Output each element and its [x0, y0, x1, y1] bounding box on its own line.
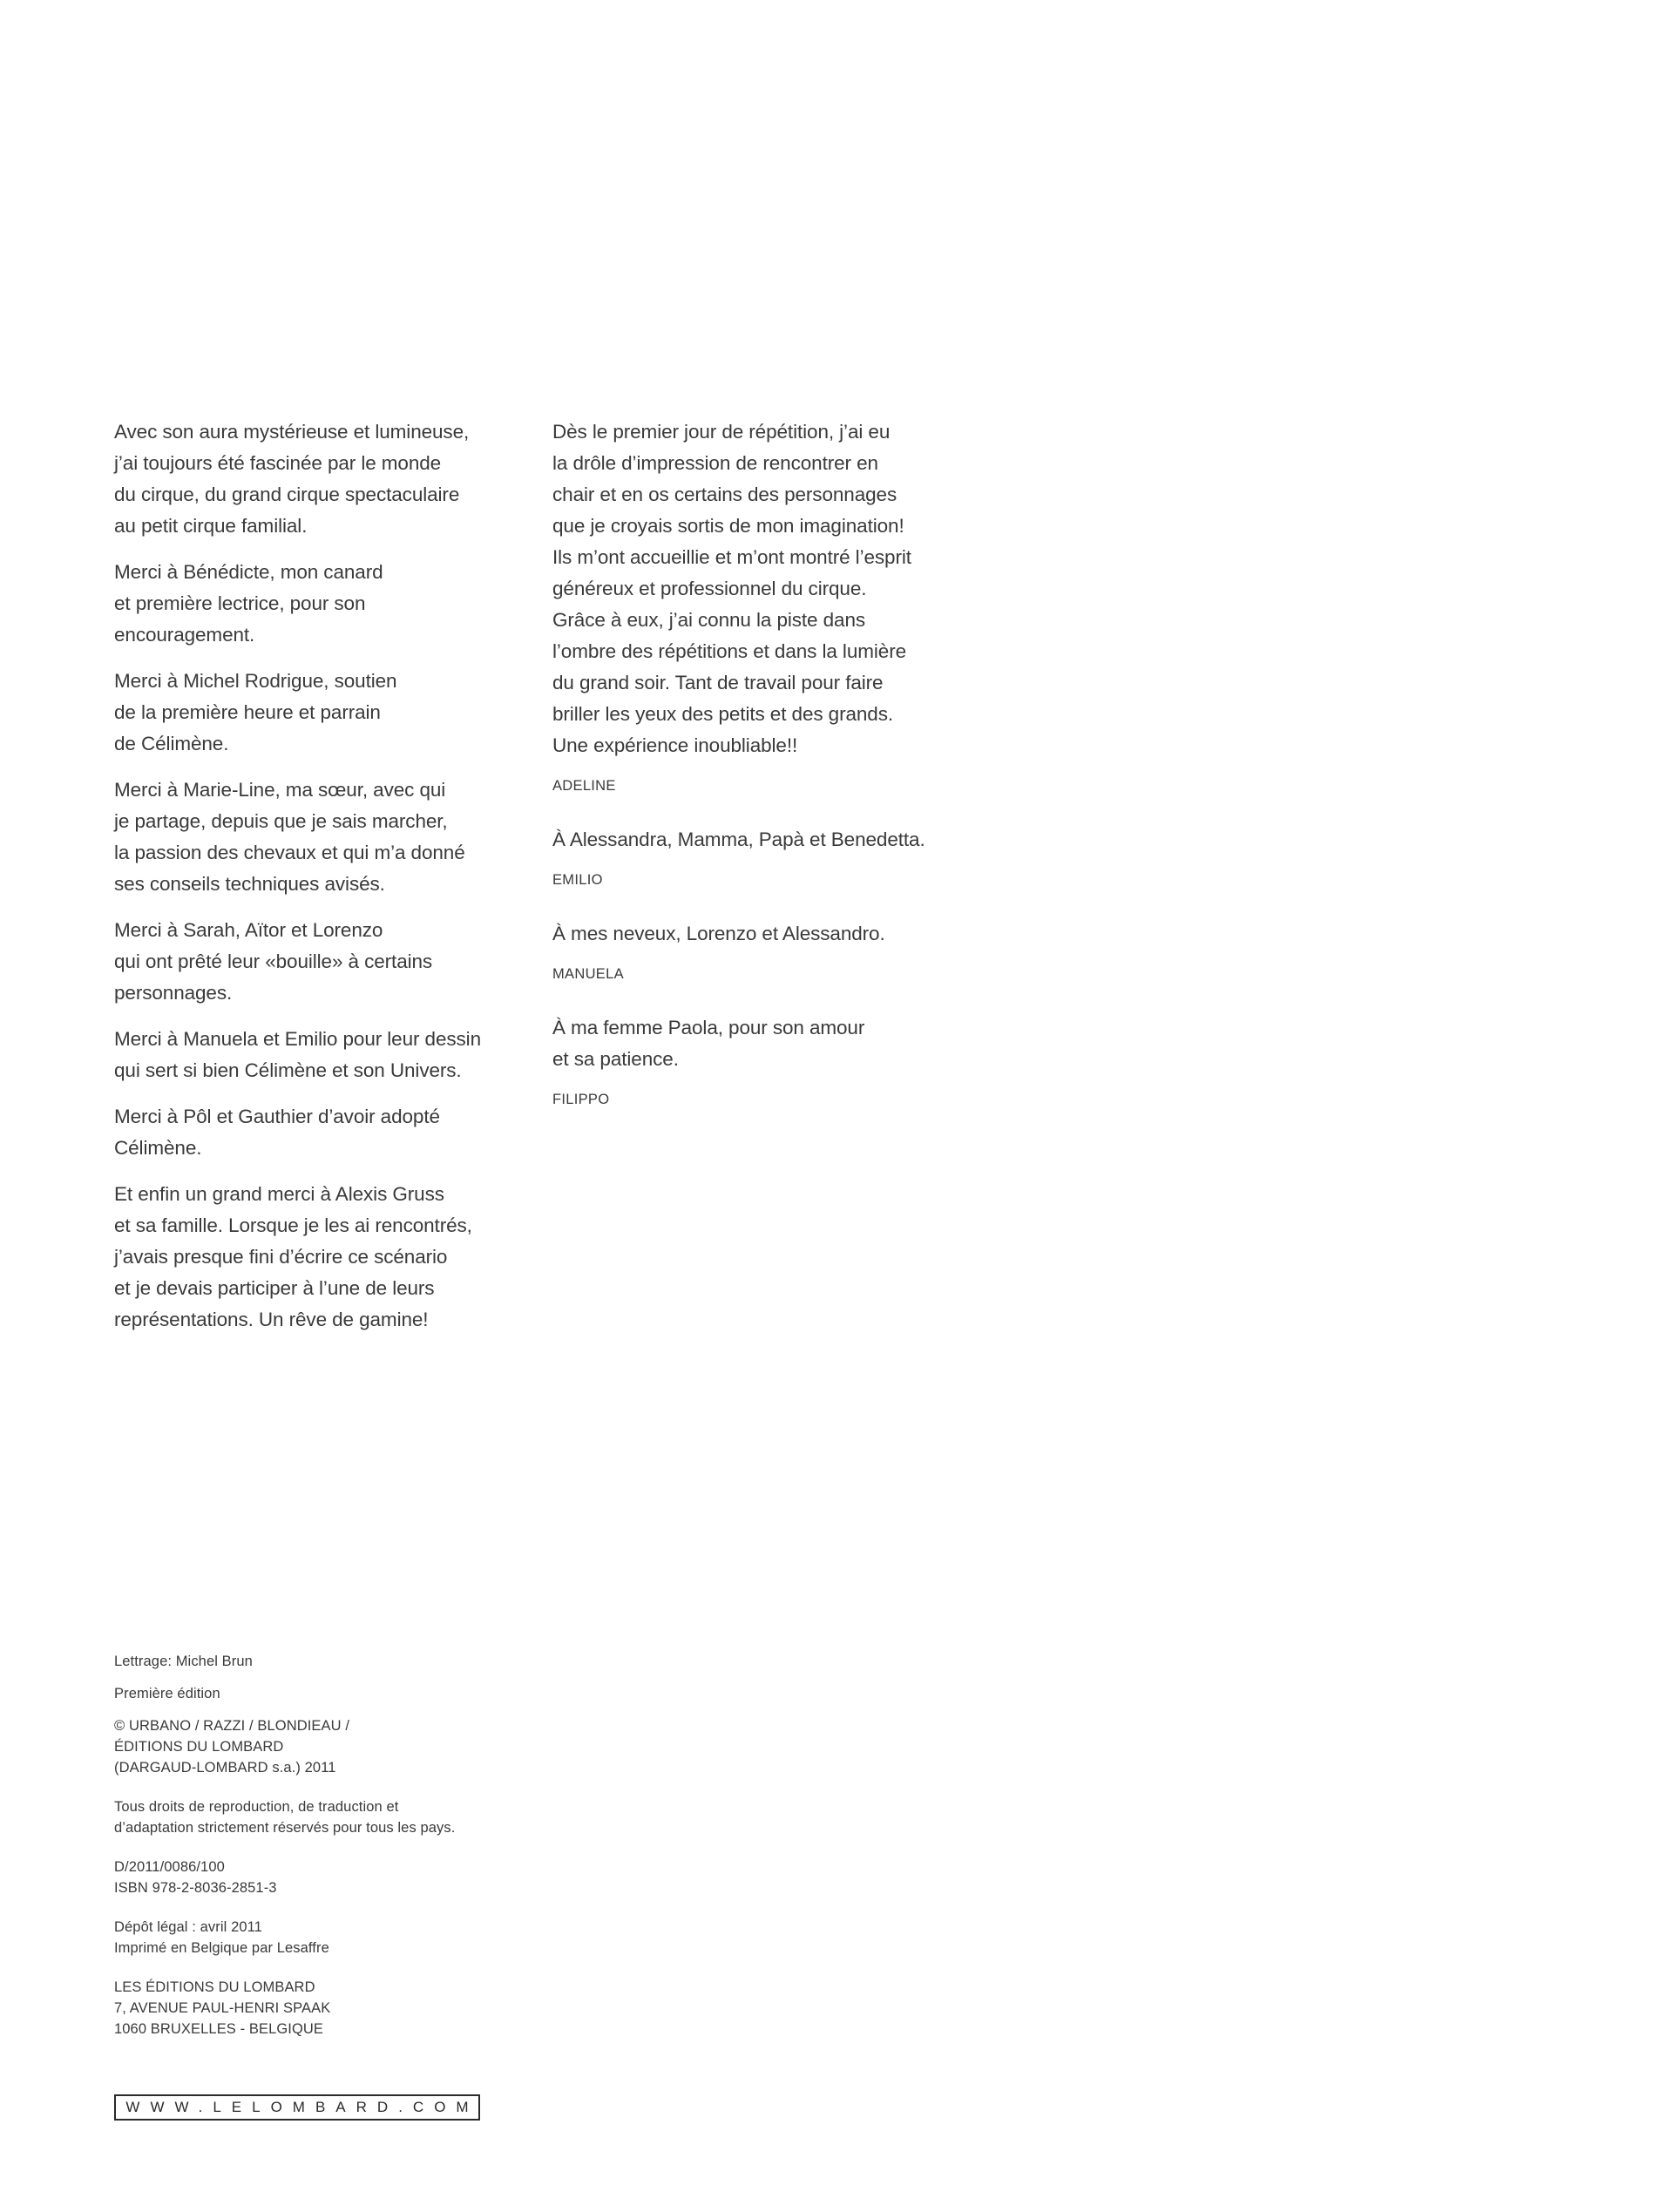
text-line: de la première heure et parrain	[114, 701, 381, 723]
ack-paragraph	[114, 666, 524, 760]
text-line: Avec son aura mystérieuse et lumineuse,	[114, 421, 470, 443]
ack-paragraph	[114, 1179, 524, 1336]
ack-paragraph	[114, 557, 524, 651]
signature: ADELINE	[552, 778, 616, 794]
website-box	[114, 2094, 480, 2121]
dedication-text	[552, 824, 1040, 856]
text-line: et sa patience.	[552, 1048, 679, 1070]
text-line: Merci à Bénédicte, mon canard	[114, 561, 383, 583]
dedications-column	[552, 416, 1040, 1138]
text-line: Merci à Sarah, Aïtor et Lorenzo	[114, 919, 383, 941]
text-line: la passion des chevaux et qui m’a donné	[114, 842, 465, 863]
text-line: j’avais presque fini d’écrire ce scénario	[114, 1246, 448, 1268]
rights-notice	[114, 1796, 532, 1838]
text-line: Une expérience inoubliable!!	[552, 734, 798, 756]
text-line: (DARGAUD-LOMBARD s.a.) 2011	[114, 1760, 336, 1776]
text-line: qui sert si bien Célimène et son Univers.	[114, 1059, 462, 1081]
text-line: À ma femme Paola, pour son amour	[552, 1017, 865, 1038]
publisher-address	[114, 1977, 532, 2040]
text-line: Dès le premier jour de répétition, j’ai eu	[552, 421, 891, 443]
ack-paragraph	[114, 1024, 524, 1086]
text-line: briller les yeux des petits et des grands.	[552, 703, 894, 725]
text-line: j’ai toujours été fascinée par le monde	[114, 452, 442, 474]
text-line: ÉDITIONS DU LOMBARD	[114, 1739, 284, 1755]
text-line: Merci à Marie-Line, ma sœur, avec qui	[114, 779, 446, 801]
text-line: personnages.	[114, 982, 233, 1004]
text-line: et je devais participer à l’une de leurs	[114, 1277, 435, 1299]
text-line: Lettrage: Michel Brun	[114, 1654, 253, 1669]
text-line: encouragement.	[114, 624, 255, 646]
copyright-notice	[114, 1715, 532, 1778]
text-line: qui ont prêté leur «bouille» à certains	[114, 950, 433, 972]
text-line: ISBN 978-2-8036-2851-3	[114, 1880, 277, 1896]
text-line: la drôle d’impression de rencontrer en	[552, 452, 878, 474]
text-line: Première édition	[114, 1686, 220, 1701]
text-line: au petit cirque familial.	[114, 515, 308, 537]
text-line: 1060 BRUXELLES - BELGIQUE	[114, 2021, 324, 2037]
text-line: Imprimé en Belgique par Lesaffre	[114, 1940, 329, 1956]
signature: MANUELA	[552, 966, 624, 982]
text-line: ses conseils techniques avisés.	[114, 873, 385, 895]
signature: EMILIO	[552, 872, 603, 888]
text-line: Et enfin un grand merci à Alexis Gruss	[114, 1183, 444, 1205]
text-line: © URBANO / RAZZI / BLONDIEAU /	[114, 1718, 350, 1734]
acknowledgements-column	[114, 416, 524, 1350]
isbn-block	[114, 1857, 532, 1898]
text-line: et sa famille. Lorsque je les ai rencontrés,	[114, 1214, 472, 1236]
text-line: D/2011/0086/100	[114, 1859, 225, 1875]
text-line: 7, AVENUE PAUL-HENRI SPAAK	[114, 2000, 331, 2016]
text-line: Merci à Michel Rodrigue, soutien	[114, 670, 397, 692]
text-line: je partage, depuis que je sais marcher,	[114, 810, 448, 832]
ack-paragraph	[114, 775, 524, 900]
signature: FILIPPO	[552, 1092, 610, 1107]
publication-credits	[114, 1651, 532, 2058]
text-line: À mes neveux, Lorenzo et Alessandro.	[552, 923, 885, 944]
lettering-credit	[114, 1651, 532, 1672]
text-line: Tous droits de reproduction, de traduction et	[114, 1799, 399, 1815]
text-line: chair et en os certains des personnages	[552, 484, 897, 505]
website-url: WWW.LELOMBARD.COM	[125, 2099, 479, 2115]
text-line: et première lectrice, pour son	[114, 592, 366, 614]
dedication-text	[552, 416, 1040, 761]
text-line: LES ÉDITIONS DU LOMBARD	[114, 1979, 315, 1995]
text-line: Dépôt légal : avril 2011	[114, 1919, 262, 1935]
text-line: Grâce à eux, j’ai connu la piste dans	[552, 609, 866, 631]
text-line: que je croyais sortis de mon imagination!	[552, 515, 904, 537]
dedication-text	[552, 1012, 1040, 1075]
text-line: À Alessandra, Mamma, Papà et Benedetta.	[552, 829, 925, 850]
ack-paragraph	[114, 915, 524, 1009]
text-line: Célimène.	[114, 1137, 202, 1159]
text-line: Merci à Manuela et Emilio pour leur dessin	[114, 1028, 481, 1050]
text-line: du grand soir. Tant de travail pour faire	[552, 672, 884, 693]
ack-paragraph	[114, 1101, 524, 1164]
text-line: Ils m’ont accueillie et m’ont montré l’esprit	[552, 546, 911, 568]
text-line: d’adaptation strictement réservés pour tous les pays.	[114, 1820, 456, 1836]
text-line: du cirque, du grand cirque spectaculaire	[114, 484, 460, 505]
text-line: l’ombre des répétitions et dans la lumière	[552, 640, 907, 662]
dedication-text	[552, 918, 1040, 950]
text-line: représentations. Un rêve de gamine!	[114, 1309, 429, 1330]
ack-paragraph	[114, 416, 524, 542]
text-line: Merci à Pôl et Gauthier d’avoir adopté	[114, 1106, 440, 1127]
text-line: généreux et professionnel du cirque.	[552, 578, 867, 599]
text-line: de Célimène.	[114, 733, 229, 754]
edition-note	[114, 1683, 532, 1704]
legal-deposit	[114, 1917, 532, 1958]
